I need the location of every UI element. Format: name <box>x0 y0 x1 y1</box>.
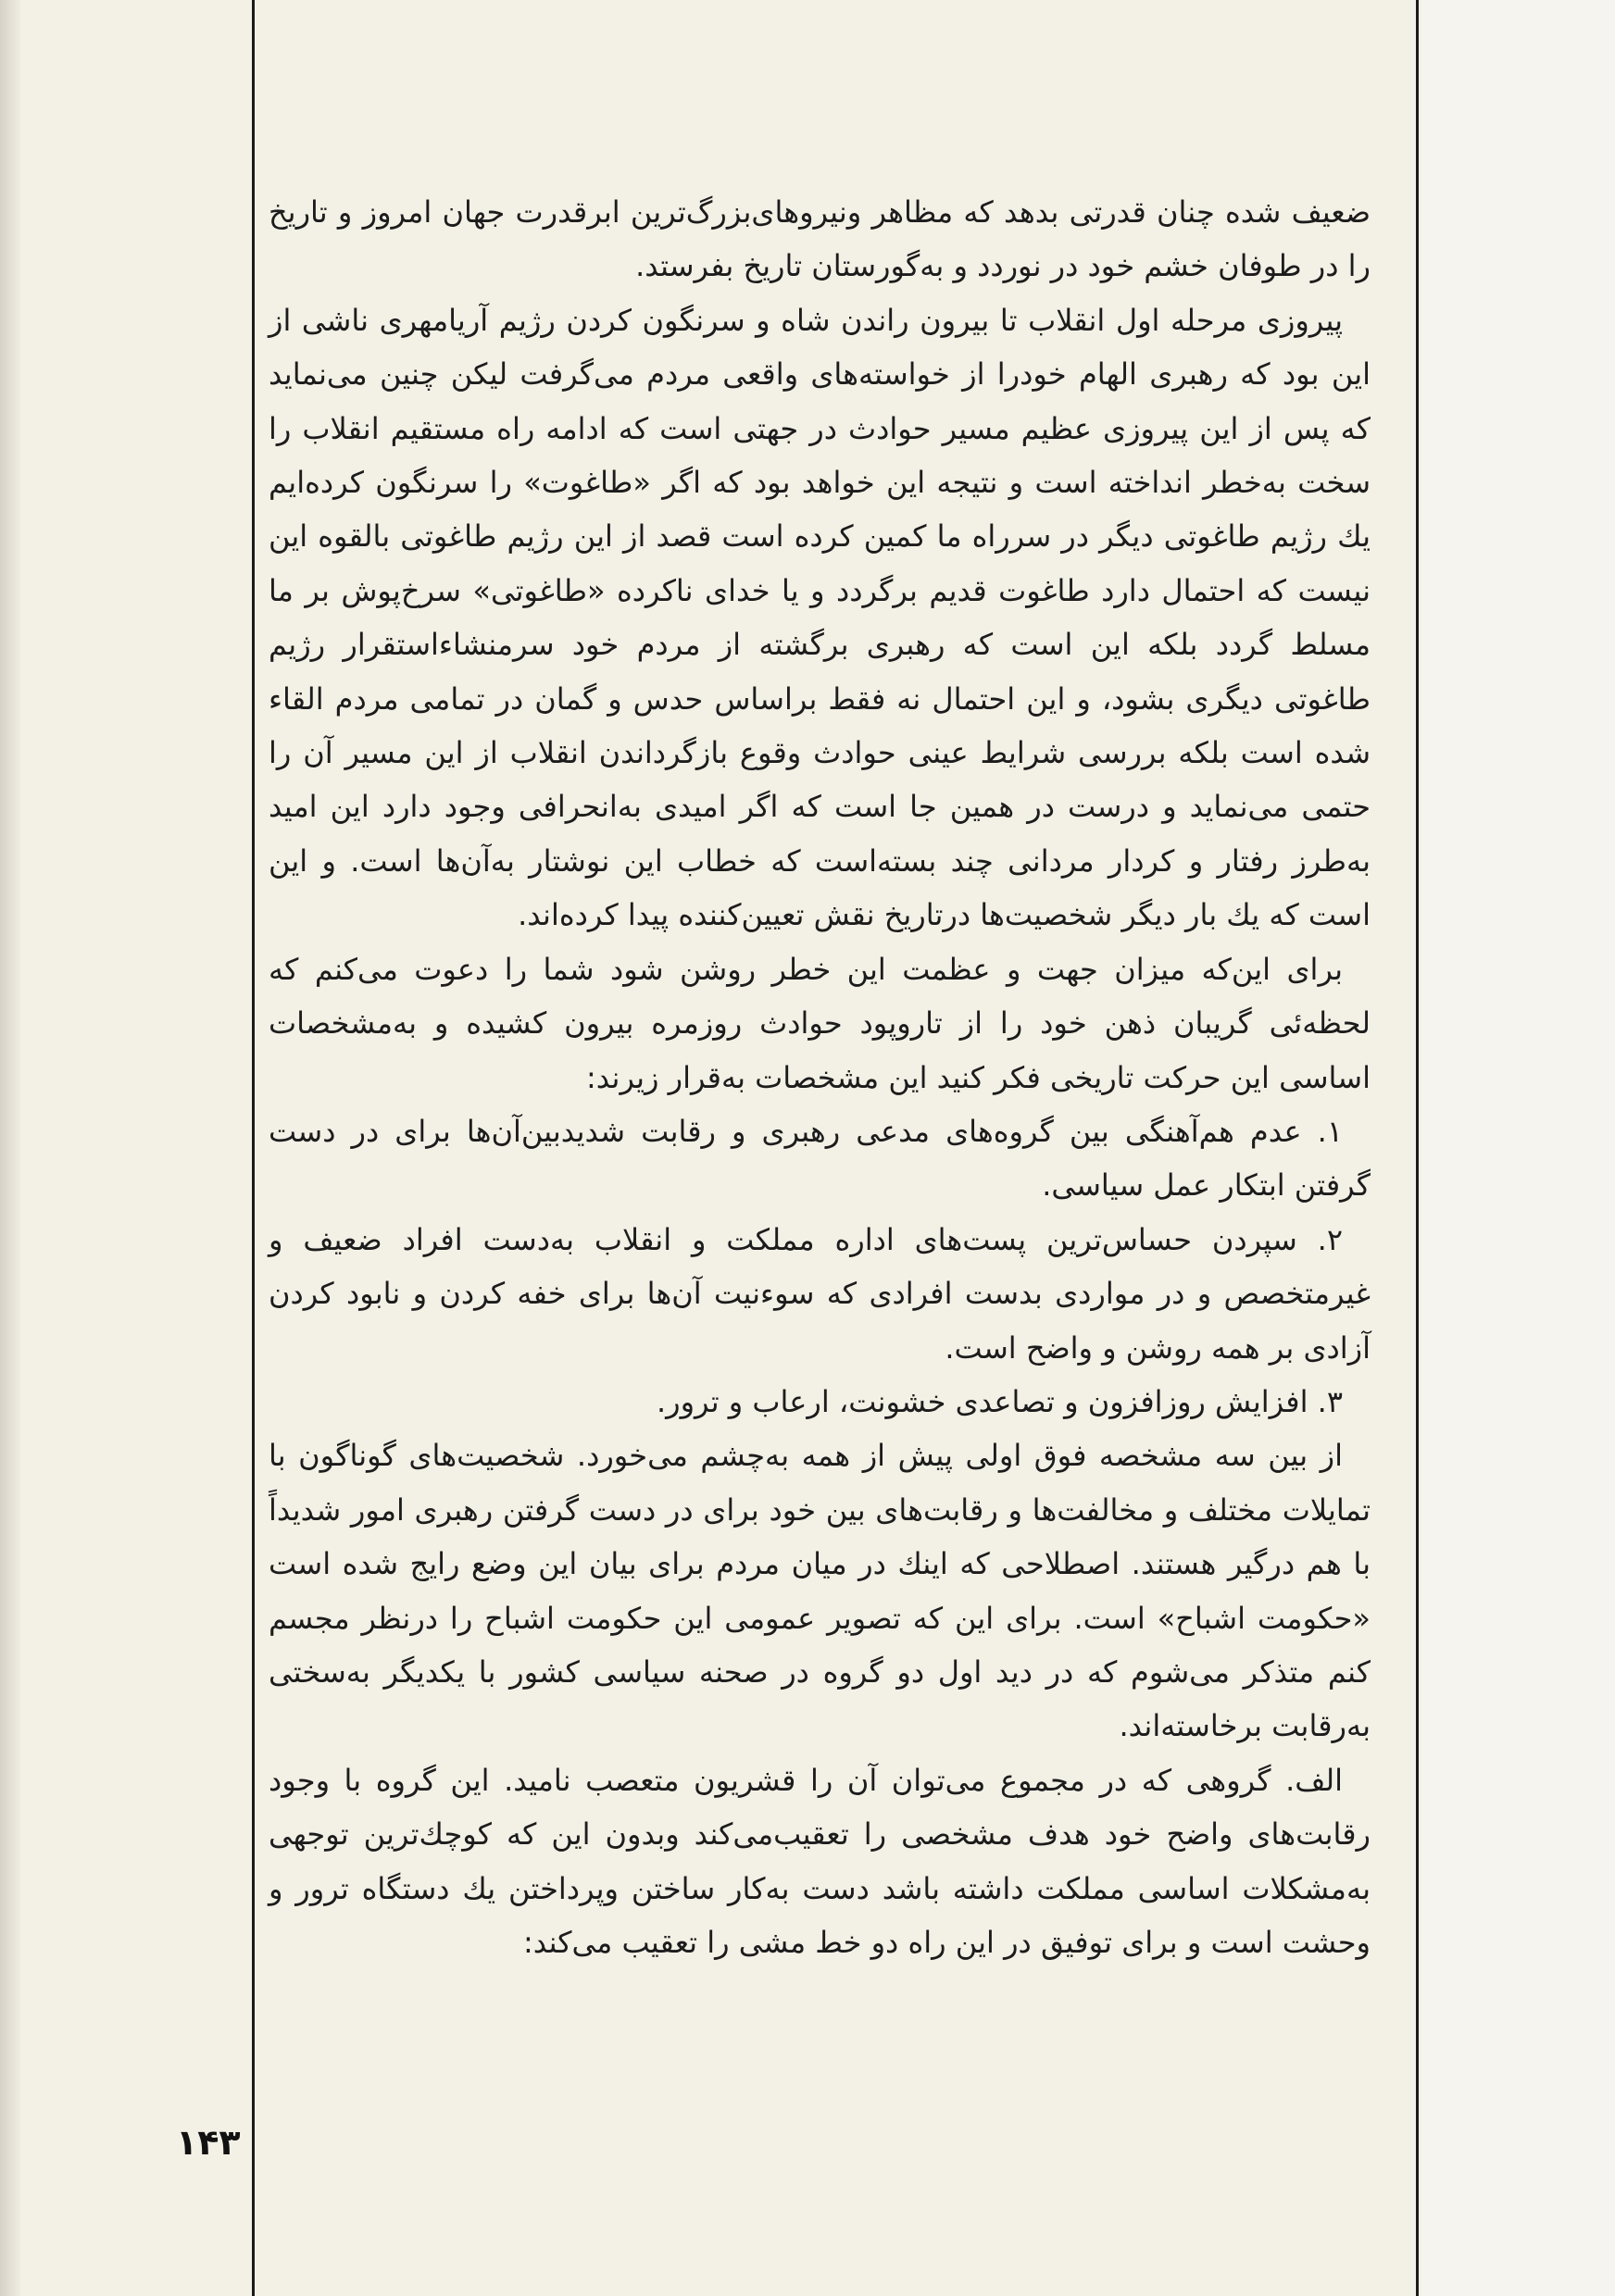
paragraph-5: الف. گروهی که در مجموع می‌توان آن را قشریون متعصب نامید. این گروه با وجود رقابت‌های واضح خود هدف مشخصی را تعقیب‌می‌کند وبدون این که کوچك‌ترین توجهی به‌مشکلات اساسی مملکت داشته باشد دست به‌کار ساختن وپرداختن یك دستگاه ترور و وحشت است و برای توفیق در این راه دو خط مشی را تعقیب می‌کند: <box>269 1762 1371 1960</box>
list-item-2: ۲. سپردن حساس‌ترین پست‌های اداره مملکت و انقلاب به‌دست افراد ضعیف و غیرمتخصص و در مواردی بدست افرادی که سوءنیت آن‌ها برای خفه کردن و نابود کردن آزادی بر همه روشن و واضح است. <box>269 1221 1371 1366</box>
list-item-1: ۱. عدم هم‌آهنگی بین گروه‌های مدعی رهبری و رقابت شدیدبین‌آن‌ها برای در دست گرفتن ابتکار عمل سیاسی. <box>269 1113 1371 1204</box>
paragraph-2: پیروزی مرحله اول انقلاب تا بیرون راندن شاه و سرنگون کردن رژیم آریامهری ناشی از این بود که رهبری الهام خودرا از خواسته‌های واقعی مردم می‌گرفت لیکن چنین می‌نماید که پس از این پیروزی عظیم مسیر حوادث در جهتی است که ادامه راه مستقیم انقلاب را سخت به‌خطر انداخته است و نتیجه این خواهد بود که اگر «طاغوت» را سرنگون کرده‌ایم یك رژیم طاغوتی دیگر در سرراه ما کمین کرده است قصد از این رژیم طاغوتی بالقوه این نیست که احتمال دارد طاغوت قدیم برگردد و یا خدای ناکرده «طاغوتی» سرخ‌پوش بر ما مسلط گردد بلکه این است که رهبری برگشته از مردم خود سرمنشاءاستقرار رژیم طاغوتی دیگری بشود، و این احتمال نه فقط براساس حدس و گمان در تمامی مردم القاء شده است بلکه بررسی شرایط عینی حوادث وقوع بازگرداندن انقلاب از این مسیر آن را حتمی می‌نماید و درست در همین جا است که اگر امیدی به‌انحرافی وجود دارد این امید به‌طرز رفتار و کردار مردانی چند بسته‌است که خطاب این نوشتار به‌آن‌ها است. و این است که یك بار دیگر شخصیت‌ها درتاریخ نقش تعیین‌کننده پیدا کرده‌اند. <box>269 302 1371 933</box>
right-margin <box>1421 0 1615 2296</box>
paragraph-1: ضعیف شده چنان قدرتی بدهد که مظاهر ونیروهای‌بزرگ‌ترین ابرقدرت جهان امروز و تاریخ را در طوفان خشم خود در نوردد و به‌گورستان تاریخ بفرستد. <box>269 194 1371 284</box>
page-left-edge <box>0 0 20 2296</box>
page-number: ۱۴۳ <box>176 2122 241 2163</box>
body-text <box>269 185 1371 1969</box>
list-item-3: ۳. افزایش روزافزون و تصاعدی خشونت، ارعاب و ترور. <box>656 1383 1343 1419</box>
paragraph-4: از بین سه مشخصه فوق اولی پیش از همه به‌چشم می‌خورد. شخصیت‌های گوناگون با تمایلات مختلف و مخالفت‌ها و رقابت‌های بین خود برای در دست گرفتن رهبری امور شدیداً با هم درگیر هستند. اصطلاحی که اینك در میان مردم برای بیان این وضع رایج شده است «حکومت اشباح» است. برای این که تصویر عمومی این حکومت اشباح را درنظر مجسم کنم متذکر می‌شوم که در دید اول دو گروه در صحنه سیاسی کشور با یکدیگر به‌سختی به‌رقابت برخاسته‌اند. <box>269 1438 1371 1744</box>
paragraph-3: برای این‌که میزان جهت و عظمت این خطر روشن شود شما را دعوت می‌کنم که لحظه‌ئی گریبان ذهن خود را از تاروپود حوادث روزمره بیرون کشیده و به‌مشخصات اساسی این حرکت تاریخی فکر کنید این مشخصات به‌قرار زیرند: <box>269 951 1371 1095</box>
